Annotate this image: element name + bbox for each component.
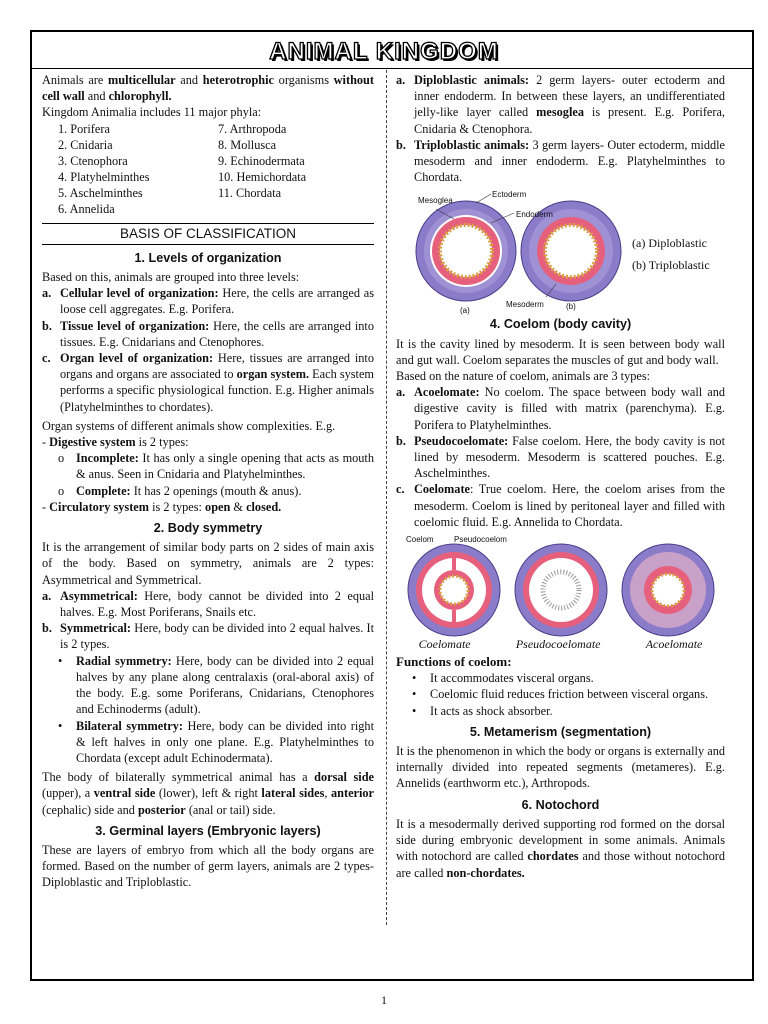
organ-systems-text: Organ systems of different animals show complexities. E.g. xyxy=(42,418,336,433)
phyla-intro: Kingdom Animalia includes 11 major phyla: xyxy=(42,105,262,120)
coelom-text: It is the cavity lined by mesoderm. It is seen between body wall and gut wall. Coelom separates the muscles of gut and body wall. xyxy=(396,336,725,367)
level-c: c. Organ level of organization: Here, tissues are arranged into organs and organs are associated to organ system. Each system performs a specific physiological function. E.g. Higher animals (Platyhelminthes to chordates). xyxy=(42,351,374,414)
levels-heading: 1. Levels of organization xyxy=(134,250,282,265)
metamerism-heading: 5. Metamerism (segmentation) xyxy=(469,724,652,739)
ectoderm-label: Ectoderm xyxy=(492,190,527,200)
coelom-figure xyxy=(396,534,725,652)
bilateral-item: • Bilateral symmetry: Here, body can be divided into right & left halves in only one plane. E.g. Platyhelminthes to Chordata (except adult Echinodermata). xyxy=(58,718,374,765)
symmetry-intro: It is the arrangement of similar body parts on 2 sides of main axis of the body. Based on symmetry, animals are 2 types: Asymmetrical and Symmetrical. xyxy=(42,540,374,587)
digestive-line: - Digestive system is 2 types: xyxy=(42,435,189,450)
coelom-heading: 4. Coelom (body cavity) xyxy=(489,317,632,332)
phylum-item: 2. Cnidaria xyxy=(58,137,113,152)
function-item: • It acts as shock absorber. xyxy=(412,703,553,718)
caption-coelomate: Coelomate xyxy=(418,637,471,652)
germinal-heading: 3. Germinal layers (Embryonic layers) xyxy=(95,823,321,838)
coelom-label: Coelom xyxy=(406,535,434,545)
phylum-item: 3. Ctenophora xyxy=(58,153,128,168)
coelom-intro: Based on the nature of coelom, animals are 3 types: xyxy=(396,369,651,384)
functions-heading: Functions of coelom: xyxy=(396,654,512,670)
triploblastic-item: b. Triploblastic animals: 3 germ layers- Outer ectoderm, middle mesoderm and inner endoderm. E.g. Platyhelminthes to Chordata. xyxy=(396,137,725,185)
caption-acoelomate: Acoelomate xyxy=(645,637,703,652)
diploblastic-item: a. Diploblastic animals: 2 germ layers- outer ectoderm and inner endoderm. In between these layers, an undifferentiated jelly-like layer called mesoglea is present. E.g. Porifera, Cnidaria & Ctenophora. xyxy=(396,73,726,136)
circulatory-line: - Circulatory system is 2 types: open & closed. xyxy=(42,499,282,514)
phylum-item: 5. Aschelminthes xyxy=(58,185,143,200)
page-title: ANIMAL KINGDOM xyxy=(269,38,499,65)
germ-layers-figure xyxy=(396,189,725,316)
page-number: 1 xyxy=(381,993,387,1007)
coelomate-item: c. Coelomate: True coelom. Here, the coelom arises from the mesoderm. Coelom is lined by peritoneal layer and filled with coelomic fluid. E.g. Annelida to Chordata. xyxy=(396,482,725,529)
caption-pseudocoelomate: Pseudocoelomate xyxy=(515,637,601,652)
pseudocoelom-label: Pseudocoelom xyxy=(454,535,507,545)
diagram-a-label: (a) xyxy=(460,306,470,316)
acoelomate-diagram xyxy=(622,544,714,636)
diagram-b-label: (b) xyxy=(566,302,576,312)
level-a: a. Cellular level of organization: Here, the cells are arranged as loose cell aggregates. E.g. Porifera. xyxy=(42,286,374,317)
coelom-captions xyxy=(396,636,725,652)
symmetry-heading: 2. Body symmetry xyxy=(153,521,263,536)
title-divider xyxy=(32,68,752,69)
coelomate-diagram xyxy=(408,544,500,636)
coelom-diagram xyxy=(396,534,725,638)
bilateral-body-text: The body of bilaterally symmetrical animal has a dorsal side (upper), a ventral side (lower), left & right lateral sides, anterior (cephalic) side and posterior (anal or tail) side. xyxy=(42,770,375,817)
acoelomate-item: a. Acoelomate: No coelom. The space between body wall and digestive cavity is filled with matrix (parenchyma). E.g. Porifera to Platyhelminthes. xyxy=(396,385,725,432)
level-b: b. Tissue level of organization: Here, the cells are arranged into tissues. E.g. Cnidarians and Ctenophores. xyxy=(42,318,374,349)
phylum-item: 11. Chordata xyxy=(218,185,282,200)
left-column xyxy=(42,72,374,891)
levels-intro: Based on this, animals are grouped into three levels: xyxy=(42,270,300,285)
pseudocoelomate-diagram xyxy=(515,544,607,636)
phylum-item: 9. Echinodermata xyxy=(218,153,305,168)
diploblastic-diagram xyxy=(416,201,516,301)
notochord-text: It is a mesodermally derived supporting rod formed on the dorsal side during embryonic development in some animals. Animals with notochord are called chordates and those without notochord are called non-chordates. xyxy=(396,816,725,880)
notochord-heading: 6. Notochord xyxy=(521,797,600,812)
mesoglea-label: Mesoglea xyxy=(418,196,453,206)
phylum-item: 6. Annelida xyxy=(58,201,115,216)
basis-heading: BASIS OF CLASSIFICATION xyxy=(42,223,374,245)
function-item: • It accommodates visceral organs. xyxy=(412,671,594,686)
phyla-list xyxy=(58,121,374,217)
intro-paragraph: Animals are multicellular and heterotrophic organisms without cell wall and chlorophyll. xyxy=(42,73,374,104)
phylum-item xyxy=(218,201,368,217)
phylum-item: 1. Porifera xyxy=(58,121,110,136)
radial-item: • Radial symmetry: Here, body can be divided into 2 equal halves by any plane along centralaxis (oral-aboral axis) of the body. E.g. some Poriferans, Cnidarians, Ctenophores and Echinoderms (adult). xyxy=(58,653,374,717)
caption-diploblastic: (a) Diploblastic xyxy=(632,236,707,251)
phylum-item: 8. Mollusca xyxy=(218,137,277,152)
endoderm-label: Endoderm xyxy=(516,210,553,220)
column-divider xyxy=(386,70,387,925)
mesoderm-label: Mesoderm xyxy=(506,300,544,310)
metamerism-text: It is the phenomenon in which the body or organs is externally and internally divided into repeated segments (metameres). E.g. Annelids (earthworm etc.), Arthropods. xyxy=(396,744,725,791)
phylum-item: 7. Arthropoda xyxy=(218,121,287,136)
phylum-item: 10. Hemichordata xyxy=(218,169,307,184)
pseudocoelomate-item: b. Pseudocoelomate: False coelom. Here, the body cavity is not lined by mesoderm. Mesoderm is scattered pouches. E.g. Aschelminthes. xyxy=(396,433,725,481)
incomplete-item: o Incomplete: It has only a single opening that acts as mouth & anus. Seen in Cnidaria and Platyhelminthes. xyxy=(58,451,374,482)
function-item: • Coelomic fluid reduces friction between visceral organs. xyxy=(412,687,709,702)
complete-item: o Complete: It has 2 openings (mouth & anus). xyxy=(58,483,302,498)
asymmetrical-item: a. Asymmetrical: Here, body cannot be divided into 2 equal halves. E.g. Most Poriferans, Snails etc. xyxy=(42,588,374,620)
germinal-text: These are layers of embryo from which all the body organs are formed. Based on the number of germ layers, animals are 2 types- Diploblastic and Triploblastic. xyxy=(42,842,374,890)
right-column xyxy=(396,72,725,881)
phylum-item: 4. Platyhelminthes xyxy=(58,169,150,184)
caption-triploblastic: (b) Triploblastic xyxy=(632,258,710,273)
symmetrical-item: b. Symmetrical: Here, body can be divided into 2 equal halves. It is 2 types. xyxy=(42,621,374,652)
